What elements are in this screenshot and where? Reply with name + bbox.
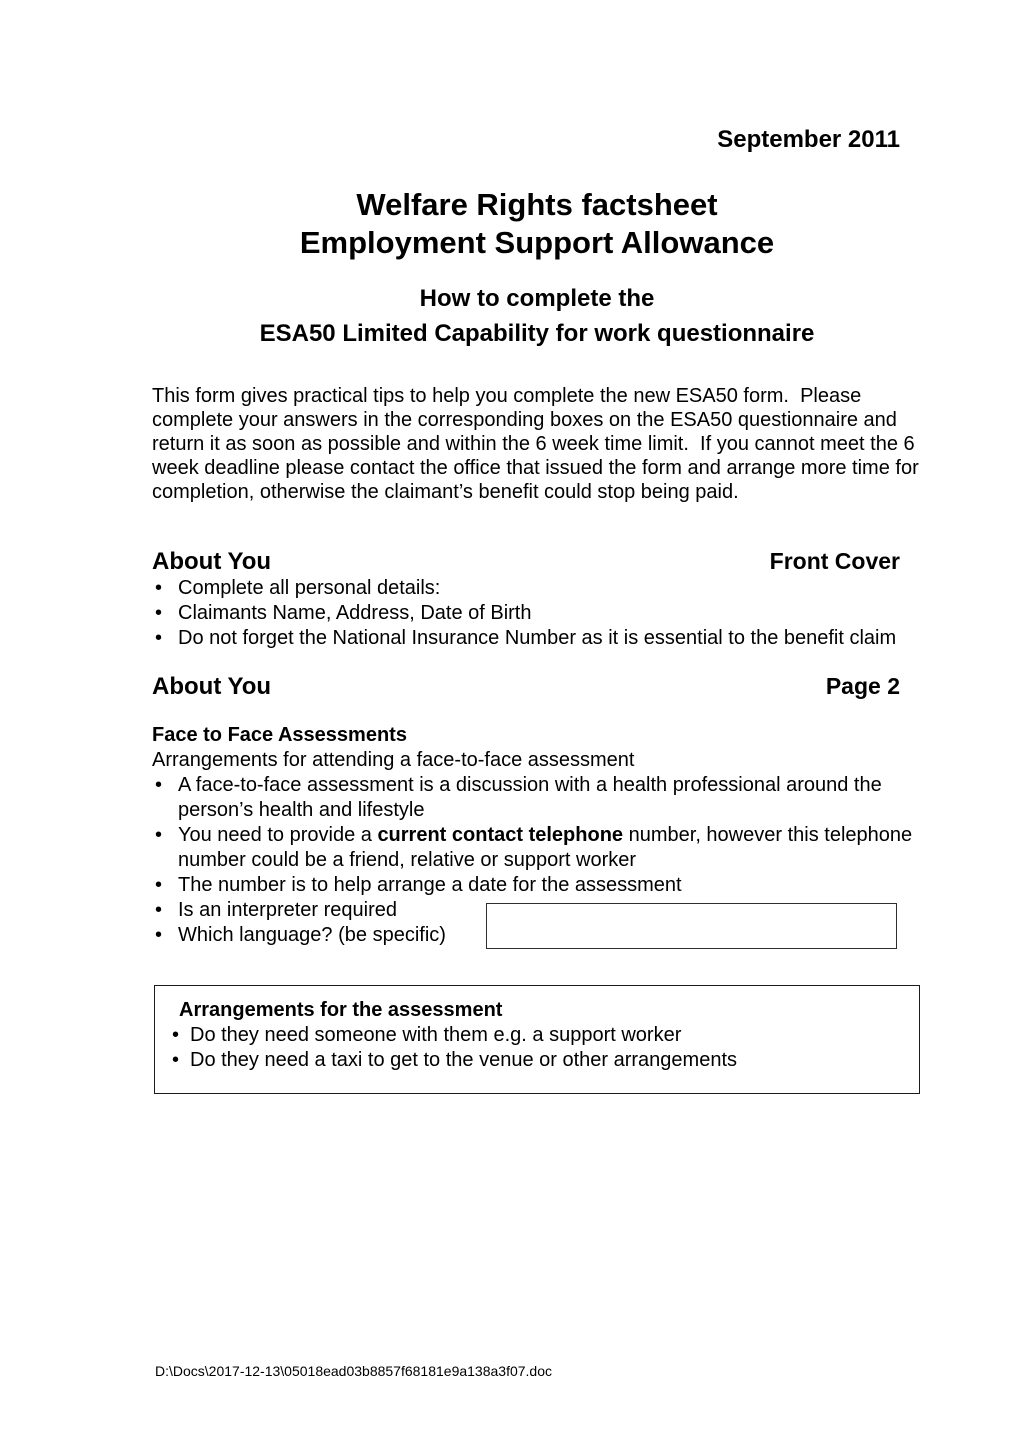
section-about-you-front-cover bbox=[152, 548, 922, 576]
bullet-text: Do not forget the National Insurance Number as it is essential to the benefit claim bbox=[178, 627, 897, 649]
subtitle-line-2: ESA50 Limited Capability for work questionnaire bbox=[259, 320, 815, 347]
bullet-text-bold: current contact telephone bbox=[377, 824, 624, 846]
bullet-icon: • bbox=[172, 1024, 180, 1046]
bullet-icon: • bbox=[172, 1049, 180, 1071]
document-date: September 2011 bbox=[717, 126, 900, 153]
interpreter-row bbox=[152, 898, 922, 949]
bullet-icon: • bbox=[155, 924, 163, 946]
bullet-list-front-cover bbox=[152, 576, 922, 651]
arrangements-box-title: Arrangements for the assessment bbox=[179, 999, 503, 1021]
bullet-text: A face-to-face assessment is a discussion with a health professional around the person’s health and lifestyle bbox=[178, 774, 882, 821]
list-item bbox=[152, 626, 922, 651]
page-title-line-1: Welfare Rights factsheet bbox=[356, 187, 718, 222]
section-about-you-page2 bbox=[152, 673, 922, 701]
section-heading: About You bbox=[152, 673, 272, 700]
bullet-text: Is an interpreter required bbox=[178, 899, 398, 921]
bullet-text bbox=[178, 823, 922, 873]
bullet-icon: • bbox=[155, 602, 163, 624]
bullet-text: Do they need someone with them e.g. a support worker bbox=[190, 1024, 682, 1046]
list-item bbox=[172, 1048, 909, 1073]
bullet-icon: • bbox=[155, 824, 163, 846]
list-item bbox=[152, 773, 922, 823]
page-title bbox=[152, 186, 922, 262]
list-item bbox=[152, 873, 922, 898]
list-item bbox=[152, 898, 486, 923]
bullet-text-prefix: You need to provide a bbox=[178, 824, 378, 846]
list-item bbox=[172, 1023, 909, 1048]
arrangements-box bbox=[154, 985, 920, 1094]
bullet-list-arrangements bbox=[172, 1023, 909, 1073]
bullet-text: The number is to help arrange a date for the assessment bbox=[178, 874, 682, 896]
subtitle-line-1: How to complete the bbox=[419, 285, 655, 312]
bullet-icon: • bbox=[155, 899, 163, 921]
bullet-text: Claimants Name, Address, Date of Birth bbox=[178, 602, 532, 624]
intro-paragraph: This form gives practical tips to help you complete the new ESA50 form. Please complete your answers in the corresponding boxes on the ESA50 questionnaire and return it as soon as possible and within the 6 week time limit. If you cannot meet the 6 week deadline please contact the office that issued the form and arrange more time for completion, otherwise the claimant’s benefit could stop being paid. bbox=[152, 385, 925, 503]
bullet-icon: • bbox=[155, 627, 163, 649]
language-answer-box[interactable] bbox=[486, 903, 897, 949]
section-page-ref: Page 2 bbox=[825, 673, 900, 699]
list-item bbox=[152, 576, 922, 601]
bullet-icon: • bbox=[155, 774, 163, 796]
bullet-text: Complete all personal details: bbox=[178, 577, 441, 599]
section-heading: About You bbox=[152, 548, 272, 575]
bullet-text: Do they need a taxi to get to the venue or other arrangements bbox=[190, 1049, 738, 1071]
list-item bbox=[152, 923, 486, 948]
face-to-face-assessments-heading: Face to Face Assessments bbox=[152, 724, 407, 746]
list-item bbox=[152, 823, 922, 873]
bullet-list-page2 bbox=[152, 773, 922, 898]
file-path-footer: D:\Docs\2017-12-13\05018ead03b8857f68181e9a138a3f07.doc bbox=[155, 1363, 553, 1379]
bullet-text: Which language? (be specific) bbox=[178, 924, 446, 946]
bullet-icon: • bbox=[155, 874, 163, 896]
bullet-icon: • bbox=[155, 577, 163, 599]
bullet-text-suffix: number, however this telephone number could be a friend, relative or support worker bbox=[178, 824, 913, 871]
list-item bbox=[152, 601, 922, 626]
section-page-ref: Front Cover bbox=[769, 548, 900, 574]
page-title-line-2: Employment Support Allowance bbox=[299, 225, 775, 260]
bullet-list-interpreter bbox=[152, 898, 486, 949]
face-to-face-assessments-note: Arrangements for attending a face-to-face assessment bbox=[152, 749, 635, 771]
